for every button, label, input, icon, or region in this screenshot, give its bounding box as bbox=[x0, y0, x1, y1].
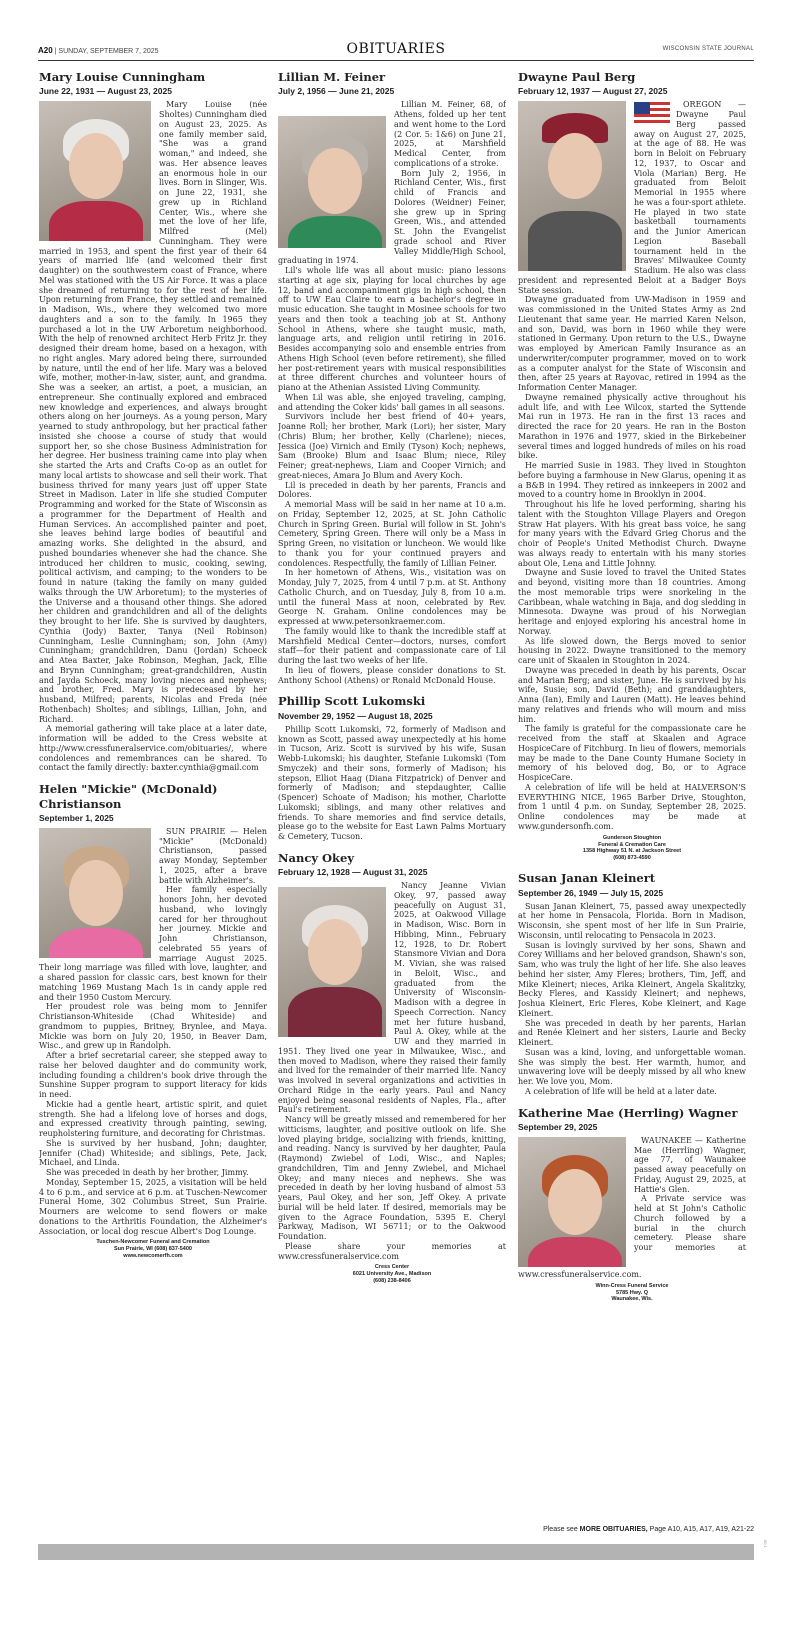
portrait-photo bbox=[278, 116, 386, 248]
clothing-shape bbox=[528, 1237, 622, 1267]
more-obituaries-note: Please see MORE OBITUARIES, Page A10, A15, A17, A19, A21-22 bbox=[543, 1526, 754, 1533]
obituary-christianson bbox=[39, 782, 267, 1260]
obituary-paragraph: Susan Janan Kleinert, 75, passed away unexpectedly at her home in Pensacola, Florida. Born in Madison, Wisconsin, she spent most of her life in Sun Prairie, Wisconsin, until relocating to Pensacola in 2023. bbox=[518, 901, 746, 940]
obituary-paragraph: Her family especially honors John, her devoted husband, who lovingly cared for her throughout her journey. Mickie and John Christianson, celebrated 55 years of marriage August 2025. Their long marriage was filled with love, laughter, and a shared passion for classic cars, best known for their matching 1969 Mustang Mach 1s in candy apple red and their 1950 Custom Mercury. bbox=[39, 885, 267, 1002]
masthead bbox=[38, 40, 754, 61]
obituary-paragraph: Monday, September 15, 2025, a visitation will be held 4 to 6 p.m., and service at 6 p.m. at Tuschen-Newcomer Funeral Home, 302 Columbus Street, Sun Prairie. Mourners are welcome to send flowers or make donations to the Arthritis Foundation, the Alzheimer's Association, or local dog rescue Albert's Dog Lounge. bbox=[39, 1177, 267, 1236]
obituary-paragraph: The family is grateful for the compassionate care he received from the staff at Skaalen and Agrace HospiceCare of Fitchburg. In lieu of flowers, memorials may be made to the Dane County Humane Society in memory of his beloved dog, Bo, or to Agrace HospiceCare. bbox=[518, 724, 746, 783]
obituary-paragraph: Born July 2, 1956, in Richland Center, Wis., first child of Francis and Dolores (Weidner) Feiner, she grew up in Spring Green, Wis., and attended St. John the Evangelist grade school and River Valley Middle/High School, graduating in 1974. bbox=[278, 168, 506, 266]
obituary-dates: June 22, 1931 — August 23, 2025 bbox=[39, 86, 172, 97]
obituary-paragraph: She was preceded in death by her brother, Jimmy. bbox=[46, 1168, 249, 1178]
obituary-name: Dwayne Paul Berg bbox=[518, 70, 636, 84]
obituary-paragraph: A Private service was held at St John's Catholic Church followed by a burial in the church cemetery. Please share your memories at www.cressfuneralservice.com. bbox=[518, 1194, 746, 1279]
clothing-shape bbox=[288, 216, 382, 248]
obituary-dates: September 26, 1949 — July 15, 2025 bbox=[518, 887, 664, 898]
obituary-paragraph: Dwayne was preceded in death by his parents, Oscar and Marian Berg; and sister, June. He is survived by his wife, Susie; son, David (Beth); and granddaughters, Anna (Ian), Emily and Lauren (Matt). He leaves behind many relatives and friends who will mourn and miss him. bbox=[518, 665, 746, 724]
clothing-shape bbox=[288, 987, 382, 1037]
obituary-lukomski bbox=[278, 694, 506, 841]
funeral-home-notice: Gunderson Stoughton Funeral & Cremation Care 1358 Highway 51 N. at Jackson Street (608) 873-4590 bbox=[582, 834, 682, 862]
face-shape bbox=[308, 919, 362, 985]
obituary-paragraph: A memorial Mass will be said in her name at 10 a.m. on Friday, September 12, 2025, at St. John Catholic Church in Spring Green. Burial will follow in St. John's Cemetery, Spring Green. There will only be a Mass in Spring Green, no visitation or luncheon. We would like to thank you for your continued prayers and condolences. Respectfully, the family of Lillian Feiner. bbox=[278, 500, 506, 568]
obituary-dates: February 12, 1928 — August 31, 2025 bbox=[278, 867, 428, 878]
american-flag-icon bbox=[634, 102, 670, 126]
obituary-paragraph: Dwayne and Susie loved to travel the United States and beyond, visiting more than 18 countries. Among the most memorable trips were snorkeling in the Caribbean, whale watching in Baja, and dog sledding in Minnesota. Dwayne was proud of his Norwegian heritage and enjoyed exploring his ancestral home in Norway. bbox=[518, 568, 746, 636]
face-shape bbox=[69, 133, 123, 199]
obituary-paragraph: She is survived by her husband, John; daughter, Jennifer (Chad) Whiteside; and siblings, Pete, Jack, Michael, and Linda. bbox=[39, 1138, 267, 1168]
margin-code: 00 1 bbox=[763, 1540, 768, 1548]
column-middle bbox=[278, 70, 506, 1570]
funeral-home-notice: Cress Center 6021 University Ave., Madison (608) 238-8406 bbox=[352, 1264, 432, 1285]
clothing-shape bbox=[49, 928, 143, 958]
portrait-photo bbox=[278, 887, 386, 1037]
obituary-paragraph: Susan is lovingly survived by her sons, Shawn and Corey Williams and her beloved grandson, Shawn's son, Sam, who was truly the light of her life. She also leaves behind her sister, Amy Fleres; brothers, Tim, Jeff, and Mike Kleinert; nieces, Arika Kleinert, Angela Skalitzky, Becky Fleres, and Kassidy Kleinert; and nephews, Joshua Kleinert, Eric Fleres, Kobe Kleinert, and Kage Kleinert. bbox=[518, 940, 746, 1018]
obituary-name: Katherine Mae (Herrling) Wagner bbox=[518, 1105, 738, 1120]
obituary-paragraph: OREGON — Dwayne Paul Berg passed away on August 27, 2025, at the age of 88. He was born in Beloit on February 12, 1937, to Oscar and Viola (Marian) Berg. He graduated from Beloit Memorial in 1955 where he was a four-sport athlete. He played in two state basketball tournaments and the Junior American Legion Baseball tournament held in the Braves' Milwaukee County Stadium. He also was class president and represented Beloit at a Badger Boys State session. bbox=[518, 100, 746, 295]
obituary-paragraph: In lieu of flowers, please consider donations to St. Anthony School (Athens) or Ronald McDonald House. bbox=[278, 665, 506, 685]
obituary-name: Nancy Okey bbox=[278, 850, 354, 865]
obituary-paragraph: SUN PRAIRIE — Helen "Mickie" (McDonald) Christianson, passed away Monday, September 1, 2025, after a brave battle with Alzheimer's. bbox=[159, 826, 267, 885]
obituary-paragraph: A celebration of life will be held at HALVERSON'S EVERYTHING NICE, 1965 Barber Drive, Stoughton, from 1 until 4 p.m. on Sunday, September 28, 2025. Online condolences may be made at www.gundersonfh.com. bbox=[518, 782, 746, 831]
face-shape bbox=[548, 1169, 602, 1235]
obituary-paragraph: Lillian M. Feiner, 68, of Athens, folded up her tent and went home to the Lord (2 Cor. 5: 1&6) on June 21, 2025, at Marshfield Medical Center, from complications of a stroke. bbox=[394, 100, 506, 168]
clothing-shape bbox=[528, 211, 622, 271]
paper-name: WISCONSIN STATE JOURNAL bbox=[662, 46, 754, 52]
obituary-name: Lillian M. Feiner bbox=[278, 70, 386, 84]
obituary-okey bbox=[278, 851, 506, 1285]
obituary-paragraph: When Lil was able, she enjoyed traveling, camping, and attending the Coker kids' ball games in all seasons. bbox=[278, 392, 506, 412]
obituary-paragraph: Nancy will be greatly missed and remembered for her witticisms, laughter, and positive outlook on life. She loved playing bridge, socializing with friends, knitting, and reading. Nancy is survived by her daughter, Paula (Raymond) Zwiebel of Lodi, Wisc., and Naples; grandchildren, Tim and Jenny Zwiebel, and Michael Okey; and many nieces and nephews. She was preceded in death by her loving husband of almost 53 years, Paul Okey, and her son, Jeff Okey. A private burial will be held later. If desired, memorials may be given to the Agrace Foundation, 5395 E. Cheryl Parkway, Madison, WI 56711; or to the Oakwood Foundation. bbox=[278, 1115, 506, 1242]
obituary-paragraph: WAUNAKEE — Katherine Mae (Herrling) Wagner, age 77, of Waunakee passed away peacefully on Friday, August 29, 2025, at Hattie's Glen. bbox=[634, 1135, 746, 1194]
portrait-photo bbox=[39, 101, 151, 241]
obituary-paragraph: A memorial gathering will take place at a later date, information will be added to the Cress website at http://www.cressfuneralservice.com/obituaries/, where condolences and remembrances can be shared. To contact the family directly: baxter.cynthia@gmail.com bbox=[39, 724, 267, 773]
obituary-dates: February 12, 1937 — August 27, 2025 bbox=[518, 86, 668, 97]
face-shape bbox=[69, 860, 123, 926]
obituary-paragraph: She was preceded in death by her parents, Harlan and Renée Kleinert and her sisters, Laurie and Becky Kleinert. bbox=[518, 1018, 746, 1047]
page-number: A20 bbox=[38, 46, 53, 55]
obituary-wagner bbox=[518, 1106, 746, 1304]
portrait-photo bbox=[39, 828, 151, 958]
section-title: OBITUARIES bbox=[346, 41, 446, 57]
face-shape bbox=[548, 133, 602, 199]
obituary-paragraph: Please share your memories at www.cressfuneralservice.com bbox=[278, 1241, 506, 1261]
column-right bbox=[518, 70, 746, 1570]
obituary-paragraph: A celebration of life will be held at a later date. bbox=[525, 1086, 717, 1096]
obituary-kleinert bbox=[518, 871, 746, 1096]
obituary-feiner bbox=[278, 70, 506, 685]
issue-date: SUNDAY, SEPTEMBER 7, 2025 bbox=[58, 48, 159, 55]
bottom-bar bbox=[38, 1544, 754, 1560]
clothing-shape bbox=[49, 201, 143, 241]
obituary-paragraph: The family would like to thank the incredible staff at Marshfield Medical Center—doctors, nurses, comfort staff—for their patient and compassionate care of Lil during the last two weeks of her life. bbox=[278, 626, 506, 666]
column-left bbox=[39, 70, 267, 1570]
funeral-home-notice: Winn-Cress Funeral Service 5785 Hwy. Q Waunakee, Wis. bbox=[595, 1282, 669, 1303]
obituary-paragraph: Mickie had a gentle heart, artistic spirit, and quiet strength. She had a lifelong love of horses and dogs, and expressed creativity through painting, sewing, reupholstering furniture, and decorating for Christmas. bbox=[39, 1099, 267, 1139]
obituary-paragraph: Nancy Jeanne Vivian Okey, 97, passed away peacefully on August 31, 2025, at Oakwood Village in Madison, Wisc. Born in Hibbing, Minn., February 12, 1928, to Dr. Robert Stansmore Vivian and Dora M. Vivian, she was raised in Beloit, Wisc., and graduated from the University of Wisconsin-Madison with a degree in Speech Correction. Nancy met her future husband, Paul A. Okey, while at the UW and they married in 1951. They lived one year in Milwaukee, Wisc., and then moved to Madison, where they raised their family and lived for the remainder of their married life. Nancy was involved in several organizations and activities in Orchard Ridge in the early years. Paul and Nancy enjoyed being seasonal residents of Naples, Fla., after Paul's retirement. bbox=[278, 881, 506, 1115]
obituary-paragraph: He married Susie in 1983. They lived in Stoughton before buying a farmhouse in New Glarus, opening it as a B&B in 1994. They retired as innkeepers in 2002 and moved to a country home in Brooklyn in 2004. bbox=[518, 461, 746, 500]
obituary-paragraph: Susan was a kind, loving, and unforgettable woman. She was simply the best. Her warmth, humor, and unwavering love will be deeply missed by all who knew her. We love you, Mom. bbox=[518, 1047, 746, 1086]
obituary-cunningham bbox=[39, 70, 267, 773]
obituary-paragraph: After a brief secretarial career, she stepped away to raise her beloved daughter and do community work, including founding a children's book drive through the Sunshine Supper program to support literacy for kids in need. bbox=[39, 1051, 267, 1100]
obituary-dates: September 29, 2025 bbox=[518, 1121, 598, 1132]
page-info: A20 | SUNDAY, SEPTEMBER 7, 2025 bbox=[38, 46, 159, 55]
obituary-name: Phillip Scott Lukomski bbox=[278, 694, 426, 709]
obituary-paragraph: Dwayne graduated from UW-Madison in 1959 and was commissioned in the United States Army as 2nd Lieutenant that same year. He married Karen Nelson, and son, David, was born in 1960 while they were stationed in Germany. Upon return to the U.S., Dwayne was employed by American Family Insurance as an underwriter/computer programmer, moved on to work as a computer analyst for the State of Wisconsin and then, after 25 years at Rayovac, retired in 1994 as the Information Center Manager. bbox=[518, 295, 746, 393]
obituary-paragraph: Mary Louise (née Sholtes) Cunningham died on August 23, 2025. As one family member said, "She was a grand woman," and indeed, she was. Her absence leaves an enormous hole in our lives. Born in Slinger, Wis. on June 22, 1931, she grew up in Richland Center, Wis., where she met the love of her life, Milfred (Mel) Cunningham. They were married in 1953, and spent the first year of their 64 years of married life (and welcomed their first daughter) on the southwestern coast of France, where Mel was stationed with the US Air Force. It was a place she dreamed of returning to for the rest of her life. Upon returning from France, they settled and remained in Madison, Wis., where they welcomed two more daughters and a son to the family. In 1965 they purchased a lot in the UW Arboretum neighborhood. With the help of renowned architect Herb Fritz Jr. they designed their dream home, based on a hexagon, with no right angles. Mary adored being there, surrounded by nature, until the end of her life. Mary was a beloved wife, mother, mother-in-law, sister, aunt, and grandma. She was a seeker, an artist, a poet, a musician, an entrepreneur. She continually explored and embraced new knowledge and experiences, and always brought others along on her journeys. As a young person, Mary yearned to study anthropology, but her practical father insisted she choose a course of study that would support her, so she chose Business Administration for her degree. Her business training came into play when she started the Arts and Crafts Co-op as an outlet for many local artists to showcase and sell their work. That business thrived for many years just off upper State Street in Madison. Later in life she studied Computer Programming and worked for the State of Wisconsin as a programmer for the Department of Health and Human Services. An accomplished painter and poet, she leaves behind large bodies of beautiful and amazing works. She delighted in the absurd, and pushed boundaries whenever she had the chance. She introduced her children to music, cooking, sewing, political activism, and camping; to the wonders to be found in nature (taking the family on many guided walks through the UW Arboretum); to the mysteries of the Universe and a thousand other things. She adored her children and grandchildren and all of the delights they brought to her life. She is survived by daughters, Cynthia (Jody) Baxter, Tanya (Neil Robinson) Cunningham, Leslie Cunningham; son, John (Amy) Cunningham; grandchildren, Danu (Jordan) Schoeck and Atea Baxter, Jake Robinson, Meghan, Jack, Ellie and Brynn Cunningham; great-grandchildren, Austin and Jayda Schoeck, many loving nieces and nephews; and brother, Fred. Mary is predeceased by her husband, Milfred; parents, Nicolas and Freda (née Rothenbach) Sholtes; and siblings, Lillian, John, and Richard. bbox=[39, 100, 267, 724]
obituary-paragraph: Throughout his life he loved performing, sharing his talent with the Stoughton Village Players and Oregon Straw Hat players. With his great bass voice, he sang for many years with the Edvard Grieg Chorus and the choir of People's United Methodist Church. Dwayne was always ready to entertain with his many stories about Ole, Lena and Little Johnny. bbox=[518, 500, 746, 568]
obituary-paragraph: Lil's whole life was all about music: piano lessons starting at age six, playing for local churches by age 12, band and accompaniment gigs in high school, then off to UW Eau Claire to earn a bachelor's degree in music education. She taught in Mosinee schools for two years and then took a teaching job at St. Anthony School in Athens, where she taught music, math, language arts, and religion until retiring in 2016. Besides accompanying solo and ensemble entries from Athens High School (even before retirement), she filled her post-retirement years with musical responsibilities at three different churches and volunteer hours of piano at the Athenian Assisted Living Community. bbox=[278, 266, 506, 393]
obituary-berg bbox=[518, 70, 746, 862]
obituary-dates: November 29, 1952 — August 18, 2025 bbox=[278, 710, 433, 721]
obituary-paragraph: Lil is preceded in death by her parents, Francis and Dolores. bbox=[278, 480, 506, 500]
obituary-paragraph: Her proudest role was being mom to Jennifer Christianson-Whiteside (Chad Whiteside) and grandmom to puppies, Britney, Brynlee, and Maya. Mickie was born on July 20, 1950, in Beaver Dam, Wisc., and grew up in Randolph. bbox=[39, 1002, 267, 1051]
funeral-home-notice: Tuschen-Newcomer Funeral and Cremation Sun Prairie, WI (608) 837-5400 www.newcomerfh.com bbox=[96, 1239, 210, 1260]
obituary-paragraph: Phillip Scott Lukomski, 72, formerly of Madison and known as Scott, passed away unexpectedly at his home in Tucson, Ariz. Scott is survived by his wife, Susan Webb-Lukomski; his daughter, Stefanie Lukomski (Tom Smyczek) and their sons, formerly of Madison; his stepson, Elliot Haag (Diana Fitzpatrick) of Denver and formerly of Madison; and stepdaughter, Callie (Spencer) Schoate of Madison; his mother, Charlotte Lukomski; siblings, and many other relatives and friends. To share memories and find service details, please go to the website for East Lawn Palms Mortuary & Cemetery, Tucson. bbox=[278, 724, 506, 841]
obituary-paragraph: In her hometown of Athens, Wis., visitation was on Monday, July 7, 2025, from 4 until 7 p.m. at St. Anthony Catholic Church, and on Tuesday, July 8, from 10 a.m. until the funeral Mass at noon, celebrated by Rev. George N. Graham. Online condolences may be expressed at www.petersonkraemer.com. bbox=[278, 568, 506, 627]
portrait-photo bbox=[518, 1137, 626, 1267]
obituary-dates: July 2, 1956 — June 21, 2025 bbox=[278, 86, 395, 97]
obituary-paragraph: Survivors include her best friend of 40+ years, Joanne Roll; her brother, Mark (Lori); her sister, Mary (Chris) Blum; her brother, Kelly (Charlene); nieces, Jessica (Joe) Virnich and Emily (Tyson) Koch; nephews, Sam (Brooke) Blum and Isaac Blum; niece, Riley Feiner; great-nephews, Liam and Cooper Virnich; and great-nieces, Amara Jo Blum and Avery Koch. bbox=[278, 412, 506, 480]
obituary-name: Susan Janan Kleinert bbox=[518, 871, 656, 886]
face-shape bbox=[308, 148, 362, 214]
obituary-dates: September 1, 2025 bbox=[39, 812, 114, 823]
obituary-paragraph: Dwayne remained physically active throughout his adult life, and with Lee Wilcox, started the Syttende Mai run in 1973. He ran in the first 13 races and directed the race for 20 years. He ran in the Boston Marathon in 1976 and 1977, skied in the Birkebeiner several times and logged hundreds of miles on his road bike. bbox=[518, 392, 746, 461]
obituary-paragraph: As life slowed down, the Bergs moved to senior housing in 2022. Dwayne transitioned to the memory care unit of Skaalen in Stoughton in 2024. bbox=[518, 636, 746, 666]
portrait-photo bbox=[518, 101, 626, 271]
obituary-name: Helen "Mickie" (McDonald) Christianson bbox=[39, 782, 218, 811]
obituary-name: Mary Louise Cunningham bbox=[39, 70, 206, 84]
